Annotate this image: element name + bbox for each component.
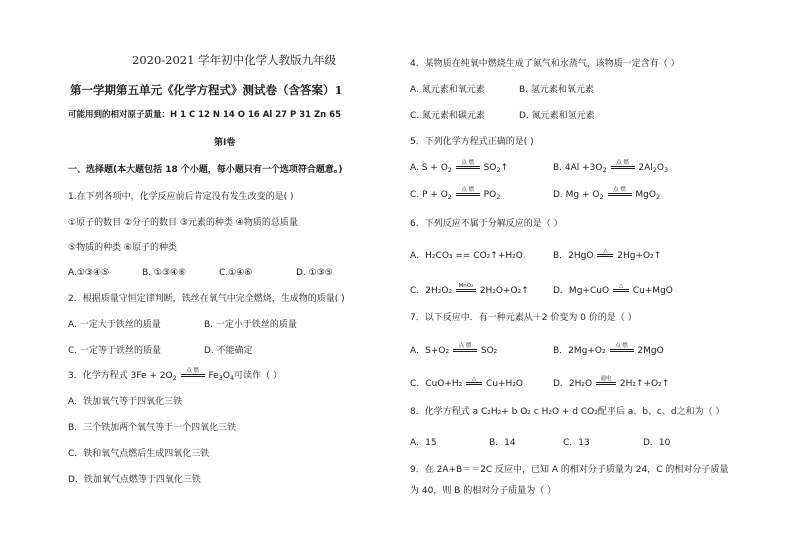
q3-option-a[interactable]: A．铁加氧气等于四氧化三铁 <box>68 397 183 407</box>
q1-option-a[interactable]: A.①③④⑤ <box>68 268 110 278</box>
q1-stem: 1.在下列各项中，化学反应前后肯定没有发生改变的是( ) <box>68 192 294 202</box>
q3-prod-fe: Fe <box>208 371 219 381</box>
q5-c-rhs-sub: 2 <box>496 193 501 201</box>
q5-d-rhs-sub: 2 <box>655 193 661 201</box>
q6-c-condition <box>456 283 476 292</box>
q5-a-cond-label: 点 燃 <box>461 160 475 166</box>
equals-sign <box>608 193 632 196</box>
q3-prod-sub2: 4 <box>229 374 235 382</box>
q5-a-rhs: SO <box>483 163 497 173</box>
q2-option-a[interactable]: A. 一定大于铁丝的质量 <box>68 320 161 330</box>
q8-option-a[interactable]: A．15 <box>410 438 437 448</box>
q4-option-d[interactable]: D. 氮元素和氢元素 <box>519 111 595 121</box>
q7-c-rhs: Cu+H₂O <box>486 379 524 389</box>
part-heading: 一、选择题(本大题包括 18 个小题，每小题只有一个选项符合题意。) <box>68 165 343 175</box>
q7-b-condition <box>610 343 634 352</box>
equals-sign <box>456 166 480 169</box>
q8-option-b[interactable]: B．14 <box>489 438 516 448</box>
q4-option-c[interactable]: C. 氮元素和碳元素 <box>410 111 486 121</box>
q3-prod-sub1: 3 <box>218 374 223 382</box>
q2-option-c[interactable]: C. 一定等于铁丝的质量 <box>68 346 162 356</box>
q7-d-condition <box>596 376 616 385</box>
q6-b-lhs: B．2HgO <box>553 251 594 261</box>
q1-items-line1: ①原子的数目 ②分子的数目 ③元素的种类 ④物质的总质量 <box>68 218 298 228</box>
q5-a-sub: 2 <box>447 166 452 174</box>
q3-option-b[interactable]: B．三个铁加两个氧气等于一个四氧化三铁 <box>68 423 237 433</box>
q3-stem-post: 可读作（ ） <box>234 371 282 381</box>
q6-option-b[interactable] <box>553 250 661 262</box>
q1-option-b[interactable]: B. ①③④⑥ <box>142 268 187 278</box>
q6-d-rhs: Cu+MgO <box>632 286 673 296</box>
q5-option-a[interactable] <box>410 162 508 174</box>
q5-b-rhs-sub1: 2 <box>652 166 657 174</box>
q8-stem: 8．化学方程式 a C₂H₂+ b O₂ c H₂O + d CO₂配平后 a、b、c、d之和为（ ） <box>410 407 725 417</box>
q5-b-rhs-o: O <box>656 163 665 173</box>
q7-d-lhs: D．2H₂O <box>553 379 593 389</box>
q1-items-line2: ⑤物质的种类 ⑥原子的种类 <box>68 243 177 253</box>
q5-c-cond-label: 点 燃 <box>461 187 475 193</box>
q7-b-lhs: B．2Mg+O₂ <box>553 346 606 356</box>
q6-d-lhs: D．Mg+CuO <box>553 286 610 296</box>
q7-d-cond-label: 通电 <box>600 376 612 382</box>
q5-d-condition <box>608 187 632 196</box>
q2-stem: 2．根据质量守恒定律判断，铁丝在氧气中完全燃烧，生成物的质量( ) <box>68 294 345 304</box>
q7-option-a[interactable] <box>410 345 497 357</box>
q7-a-condition <box>453 343 477 352</box>
equals-sign <box>611 166 635 169</box>
q6-d-condition <box>613 283 629 292</box>
q5-option-d[interactable] <box>553 189 660 201</box>
q6-stem: 6．下列反应不属于分解反应的是（ ） <box>410 219 563 229</box>
q3-prod-o: O <box>222 371 230 381</box>
equals-sign <box>453 349 477 352</box>
q4-option-b[interactable]: B. 氢元素和氧元素 <box>519 85 594 95</box>
q7-c-cond-label: △ <box>472 376 477 382</box>
q5-c-sub: 2 <box>447 193 452 201</box>
equals-sign <box>597 254 613 257</box>
q5-b-sub: 2 <box>602 166 607 174</box>
q7-option-b[interactable] <box>553 345 664 357</box>
q6-d-cond-label: △ <box>618 283 624 289</box>
q1-option-c[interactable]: C.①④⑥ <box>219 268 253 278</box>
q2-option-b[interactable]: B. 一定小于铁丝的质量 <box>204 320 297 330</box>
equals-sign <box>456 193 480 196</box>
q7-d-rhs: 2H₂↑+O₂↑ <box>619 379 670 389</box>
q3-option-c[interactable]: C．铁和氧气点燃后生成四氧化三铁 <box>68 449 210 459</box>
q5-stem: 5．下列化学方程式正确的是( ) <box>410 137 534 147</box>
q3-stem <box>68 370 282 382</box>
q3-option-d[interactable]: D．铁加氧气点燃等于四氧化三铁 <box>68 475 201 485</box>
q6-b-cond-label: △ <box>603 248 608 254</box>
q3-stem-pre: 3．化学方程式 3Fe + 2O <box>68 371 173 381</box>
q5-b-rhs-sub2: 3 <box>664 166 669 174</box>
q5-b-cond-label: 点 燃 <box>616 160 629 166</box>
q4-option-a[interactable]: A. 氮元素和氧元素 <box>410 85 485 95</box>
q6-b-condition <box>597 248 613 257</box>
q5-a-condition <box>456 160 480 169</box>
q3-product <box>209 371 235 381</box>
q5-b-rhs: 2Al <box>638 163 653 173</box>
q9-stem-line1: 9．在 2A+B＝＝2C 反应中，已知 A 的相对分子质量为 24，C 的相对分子质量 <box>410 465 729 475</box>
q7-c-lhs: C．CuO+H₂ <box>410 379 463 389</box>
q7-c-condition <box>466 376 482 385</box>
q5-d-sub: 2 <box>599 193 604 201</box>
equals-sign <box>613 289 629 292</box>
q6-c-cond-label: MnO₂ <box>458 283 474 289</box>
q6-c-rhs: 2H₂O+O₂↑ <box>479 286 529 296</box>
q5-a-arrow: ↑ <box>500 163 509 173</box>
q6-option-a[interactable]: A．H₂CO₃ == CO₂↑+H₂O <box>410 251 523 261</box>
q7-a-lhs: A．S+O₂ <box>410 346 450 356</box>
q5-b-lhs: B. 4Al +3O <box>553 163 603 173</box>
q9-stem-line2: 为 40，则 B 的相对分子质量为（ ） <box>410 486 557 496</box>
q5-d-rhs: MgO <box>635 190 656 200</box>
q3-condition-label: 点 燃 <box>186 368 199 374</box>
page-title: 2020-2021 学年初中化学人教版九年级 <box>132 53 337 67</box>
q7-b-rhs: 2MgO <box>637 346 664 356</box>
q8-option-c[interactable]: C．13 <box>563 438 590 448</box>
equals-sign <box>181 374 205 377</box>
equals-sign <box>610 349 634 352</box>
q7-stem: 7．以下反应中．有一种元素从＋2 价变为 0 价的是（ ） <box>410 313 637 323</box>
atomic-masses: 可能用到的相对原子质量：H 1 C 12 N 14 O 16 Al 27 P 31 Zn 65 <box>68 110 341 120</box>
page-subtitle: 第一学期第五单元《化学方程式》测试卷（含答案）1 <box>70 83 343 97</box>
q5-a-rhs-sub: 2 <box>496 166 501 174</box>
q7-a-cond-label: 点 燃 <box>458 343 472 349</box>
q4-stem: 4．某物质在纯氧中燃烧生成了氮气和水蒸气，该物质一定含有（ ） <box>410 59 680 69</box>
q5-c-condition <box>456 187 480 196</box>
q5-option-b[interactable] <box>553 162 668 174</box>
q8-option-d[interactable]: D．10 <box>643 438 671 448</box>
q6-b-rhs: 2Hg+O₂↑ <box>617 251 662 261</box>
q5-c-rhs: PO <box>483 190 497 200</box>
equals-sign <box>456 289 476 292</box>
q2-option-d[interactable]: D. 不能确定 <box>204 346 253 356</box>
q6-option-c[interactable] <box>410 285 529 297</box>
q7-option-d[interactable] <box>553 378 669 390</box>
q5-c-lhs: C. P + O <box>410 190 448 200</box>
q3-sub: 2 <box>172 374 177 382</box>
q5-d-cond-label: 点 燃 <box>613 187 626 193</box>
equals-sign <box>466 382 482 385</box>
q1-option-d[interactable]: D. ①③⑤ <box>296 268 333 278</box>
q5-d-lhs: D. Mg + O <box>553 190 600 200</box>
q6-c-lhs: C．2H₂O₂ <box>410 286 453 296</box>
q5-option-c[interactable] <box>410 189 500 201</box>
q5-a-lhs: A. S + O <box>410 163 448 173</box>
section-title: 第Ⅰ卷 <box>214 138 236 148</box>
q6-option-d[interactable] <box>553 285 673 297</box>
q7-a-rhs: SO₂ <box>480 346 498 356</box>
equals-sign <box>596 382 616 385</box>
q5-b-condition <box>611 160 635 169</box>
q7-b-cond-label: 点 燃 <box>615 343 628 349</box>
q7-option-c[interactable] <box>410 378 523 390</box>
q3-condition <box>181 368 205 377</box>
